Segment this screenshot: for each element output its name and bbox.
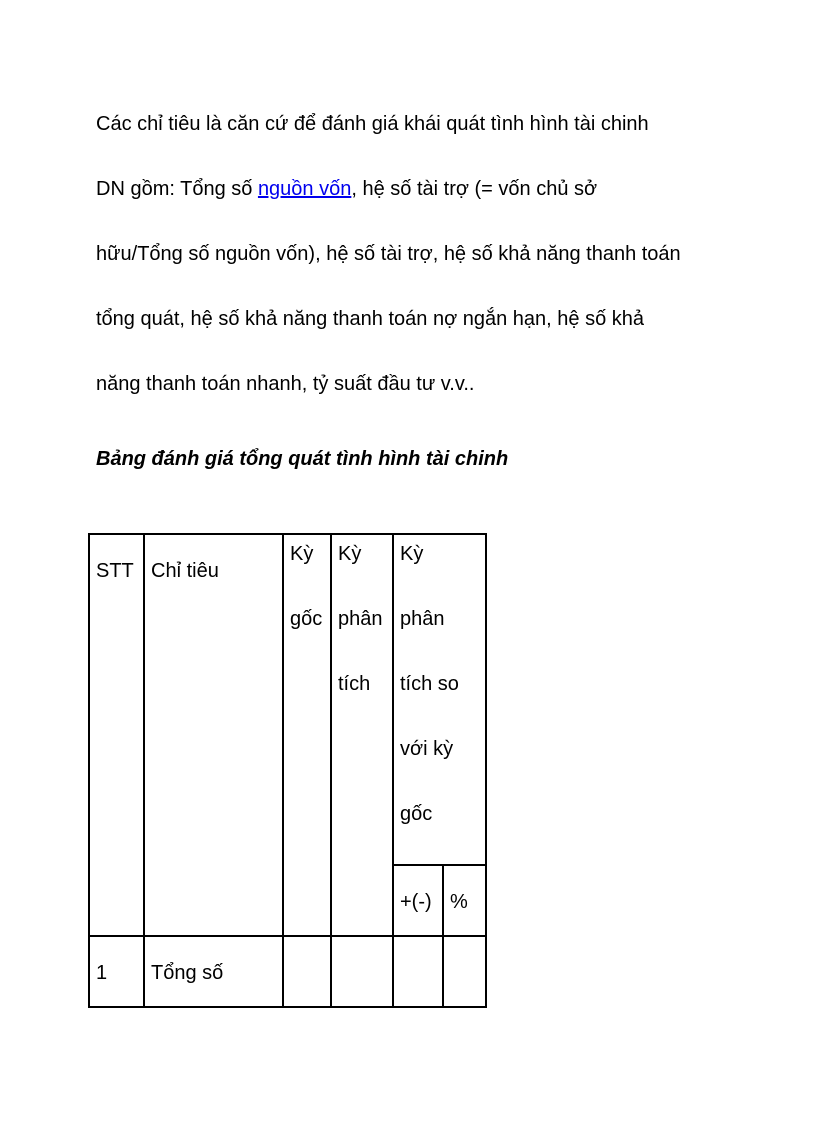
intro-paragraph (96, 92, 736, 417)
paragraph-line-5: năng thanh toán nhanh, tỷ suất đầu tư v.v.. (96, 373, 475, 395)
header-chi-tieu: Chỉ tiêu (144, 534, 283, 936)
row-ky-phan-tich (331, 936, 393, 1007)
paragraph-line-2-start: DN gồm: Tổng số (96, 178, 258, 200)
row-plus-minus (393, 936, 443, 1007)
header-ky-phan-tich: Kỳ phân tích (331, 534, 393, 936)
paragraph-line-4: tổng quát, hệ số khả năng thanh toán nợ ngắn hạn, hệ số khả (96, 308, 644, 330)
header-percent: % (443, 865, 486, 936)
paragraph-line-3: hữu/Tổng số nguồn vốn), hệ số tài trợ, hệ số khả năng thanh toán (96, 243, 681, 265)
header-stt: STT (89, 534, 144, 936)
table-heading: Bảng đánh giá tổng quát tình hình tài chinh (96, 448, 509, 470)
row-percent (443, 936, 486, 1007)
row-chi-tieu: Tổng số (144, 936, 283, 1007)
row-ky-goc (283, 936, 331, 1007)
header-compare: Kỳ phân tích so với kỳ gốc (393, 534, 486, 865)
table-row (89, 936, 486, 1007)
paragraph-line-2 (96, 157, 736, 222)
row-stt: 1 (89, 936, 144, 1007)
header-ky-goc: Kỳ gốc (283, 534, 331, 936)
financial-evaluation-table (88, 533, 487, 1008)
table-header-row (89, 534, 486, 865)
header-plus-minus: +(-) (393, 865, 443, 936)
paragraph-line-2-end: , hệ số tài trợ (= vốn chủ sở (351, 178, 598, 200)
paragraph-line-1: Các chỉ tiêu là căn cứ để đánh giá khái quát tình hình tài chinh (96, 113, 649, 135)
nguon-von-link[interactable]: nguồn vốn (257, 178, 352, 200)
